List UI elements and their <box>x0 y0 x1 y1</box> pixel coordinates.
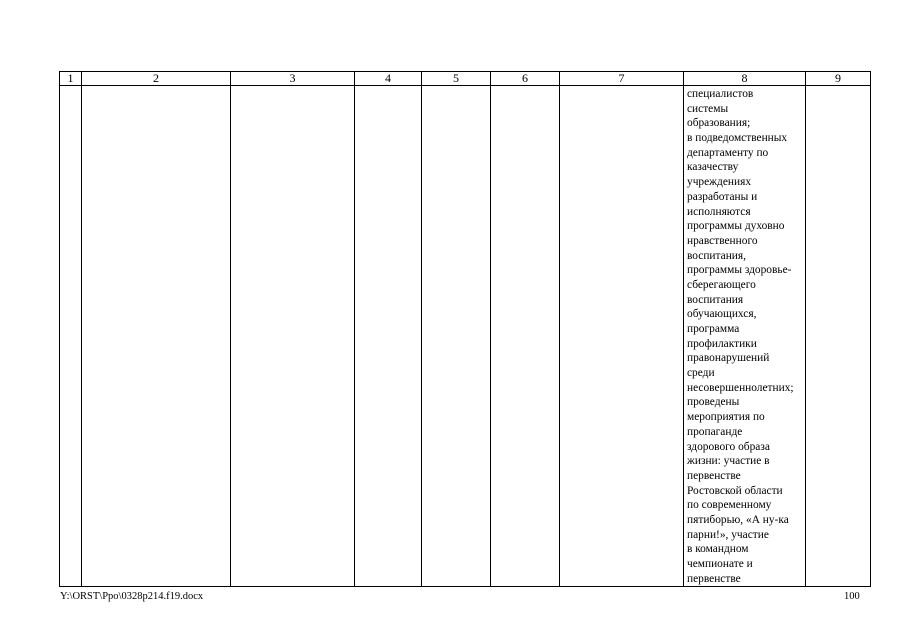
cell-col-9 <box>806 86 871 587</box>
cell-col-6 <box>491 86 560 587</box>
cell-text-line: пропаганде <box>687 425 743 438</box>
column-header-5: 5 <box>422 72 491 86</box>
footer-page-number: 100 <box>844 591 860 602</box>
cell-text-line: нравственного <box>687 234 758 247</box>
cell-text-line: специалистов <box>687 88 754 100</box>
cell-col-8 <box>684 86 806 587</box>
cell-text-line: казачеству <box>687 161 739 174</box>
cell-text-line: среди <box>687 367 715 380</box>
cell-text-line: системы <box>687 102 729 115</box>
cell-col-4 <box>355 86 422 587</box>
cell-text-line: первенстве <box>687 572 741 585</box>
cell-col-3 <box>231 86 355 587</box>
cell-text-line: учреждениях <box>687 176 752 189</box>
header-row <box>60 72 871 86</box>
column-header-9: 9 <box>806 72 871 86</box>
cell-text-line: воспитания <box>687 293 744 306</box>
column-header-7: 7 <box>560 72 684 86</box>
cell-text-line: мероприятия по <box>687 411 765 424</box>
cell-text-line: департаменту по <box>687 146 769 159</box>
cell-text-line: воспитания, <box>687 249 746 262</box>
column-header-4: 4 <box>355 72 422 86</box>
cell-text-line: жизни: участие в <box>687 455 770 468</box>
cell-text-line: профилактики <box>687 337 757 350</box>
column-header-3: 3 <box>231 72 355 86</box>
cell-text-line: обучающихся, <box>687 308 757 321</box>
cell-col-2 <box>82 86 231 587</box>
column-header-6: 6 <box>491 72 560 86</box>
cell-text-line: парни!», участие <box>687 528 769 541</box>
cell-text-line: первенстве <box>687 469 741 482</box>
cell-text-line: исполняются <box>687 205 751 218</box>
cell-text-line: проведены <box>687 396 740 409</box>
cell-text-line: Ростовской области <box>687 484 783 497</box>
cell-text-line: программа <box>687 323 740 335</box>
footer-file-path: Y:\ORST\Ppo\0328p214.f19.docx <box>60 591 204 602</box>
cell-col-8-text <box>684 86 805 586</box>
column-header-2: 2 <box>82 72 231 86</box>
cell-text-line: сберегающего <box>687 278 756 291</box>
cell-text-line: программы духовно <box>687 220 785 233</box>
column-header-1: 1 <box>60 72 82 86</box>
cell-text-line: чемпионате и <box>687 558 753 570</box>
cell-col-5 <box>422 86 491 587</box>
cell-text-line: несовершеннолетних; <box>687 381 794 394</box>
cell-text-line: программы здоровье- <box>687 264 792 277</box>
cell-text-line: в подведомственных <box>687 132 788 145</box>
table-row <box>60 86 871 587</box>
cell-text-line: разработаны и <box>687 190 758 203</box>
cell-text-line: пятиборью, «А ну-ка <box>687 513 789 526</box>
cell-text-line: по современному <box>687 499 772 512</box>
cell-text-line: образования; <box>687 117 751 130</box>
cell-text-line: здорового образа <box>687 440 770 453</box>
column-header-8: 8 <box>684 72 806 86</box>
cell-col-7 <box>560 86 684 587</box>
cell-text-line: правонарушений <box>687 352 770 365</box>
data-table <box>59 71 871 587</box>
cell-col-1 <box>60 86 82 587</box>
cell-text-line: в командном <box>687 543 749 556</box>
